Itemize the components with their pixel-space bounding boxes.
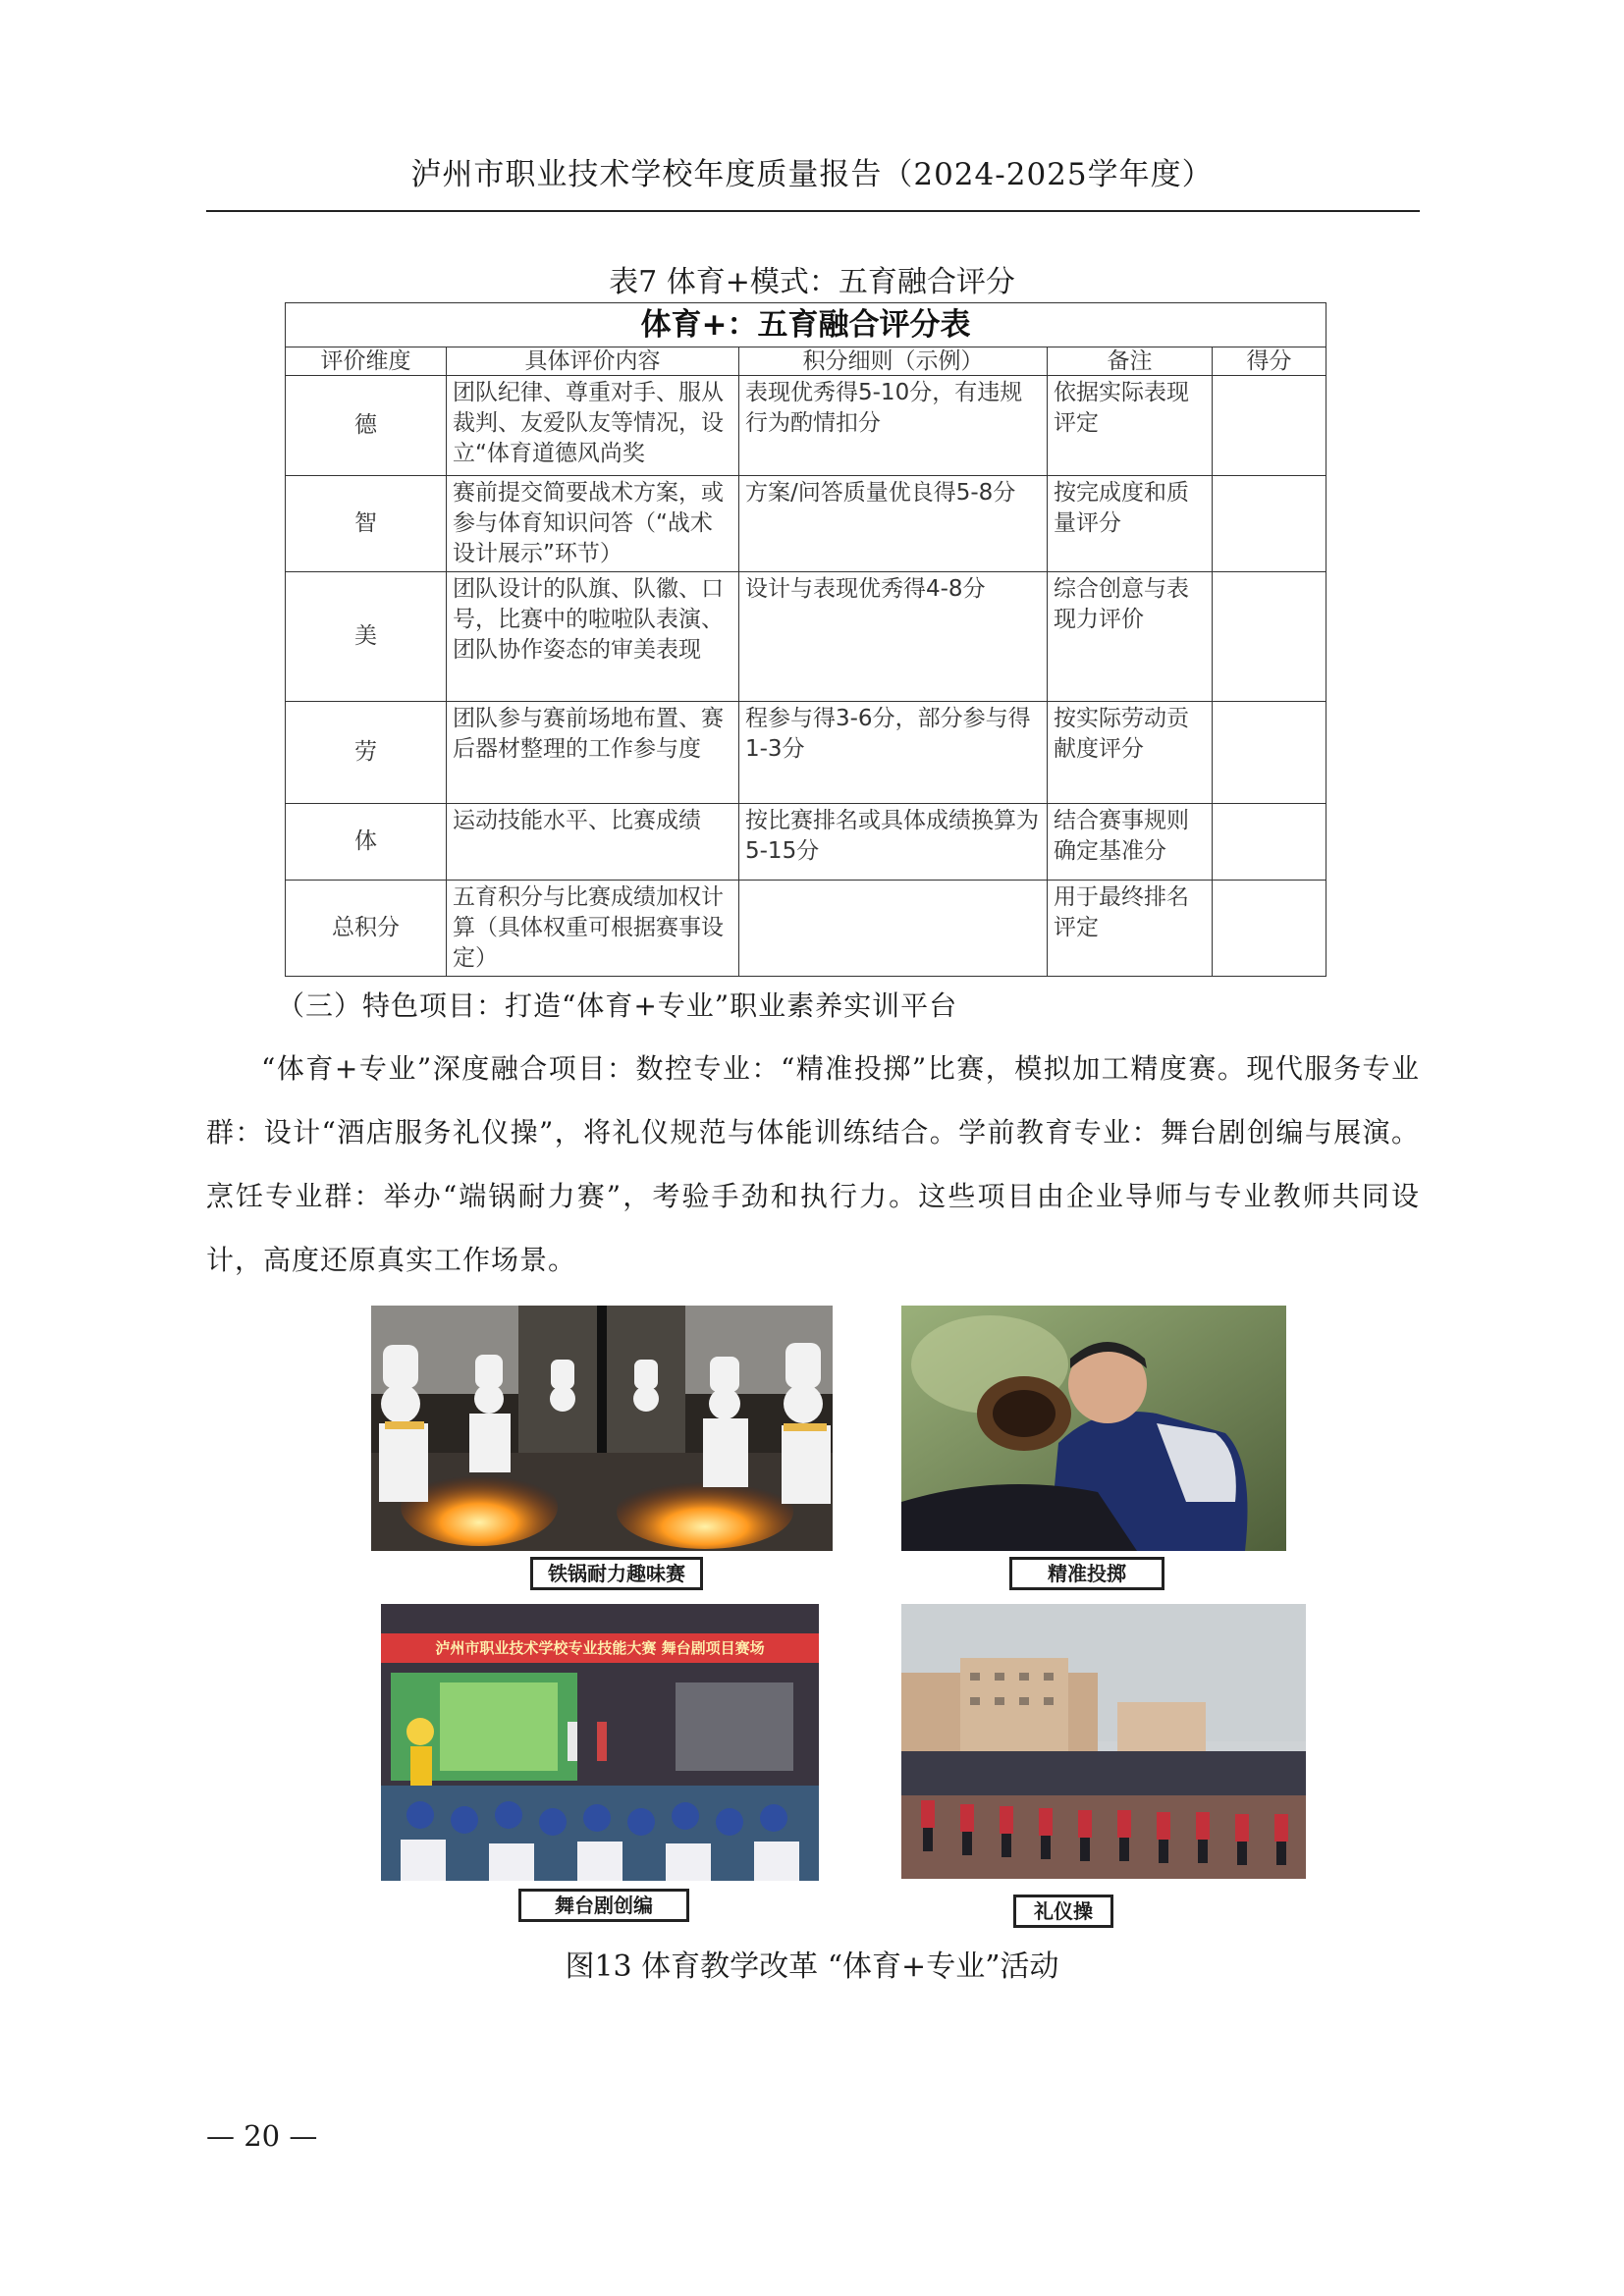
dimension-cell: 智 — [286, 476, 447, 572]
note-cell: 综合创意与表现力评价 — [1048, 572, 1213, 702]
rules-cell: 表现优秀得5-10分，有违规行为酌情扣分 — [739, 376, 1048, 476]
note-cell: 按实际劳动贡献度评分 — [1048, 702, 1213, 804]
table-row — [286, 476, 1326, 572]
score-cell — [1213, 376, 1326, 476]
wok-endurance-label: 铁锅耐力趣味赛 — [530, 1557, 703, 1590]
dimension-cell: 美 — [286, 572, 447, 702]
table-header-row — [286, 347, 1326, 376]
dimension-cell: 德 — [286, 376, 447, 476]
rules-cell: 程参与得3-6分，部分参与得1-3分 — [739, 702, 1048, 804]
body-paragraph: “体育+专业”深度融合项目：数控专业：“精准投掷”比赛，模拟加工精度赛。现代服务专业群：设计“酒店服务礼仪操”，将礼仪规范与体能训练结合。学前教育专业：舞台剧创编与展演。烹饪专业群：举办“端锅耐力赛”，考验手劲和执行力。这些项目由企业导师与专业教师共同设计，高度还原真实工作场景。 — [206, 1052, 1420, 1276]
dimension-cell: 体 — [286, 804, 447, 881]
rules-cell: 按比赛排名或具体成绩换算为5-15分 — [739, 804, 1048, 881]
precision-throw-photo — [901, 1306, 1286, 1551]
page-header-title: 泸州市职业技术学校年度质量报告（2024-2025学年度） — [410, 157, 1214, 192]
figure-caption: 图13 体育教学改革 “体育+专业”活动 — [565, 1949, 1059, 1984]
score-cell — [1213, 702, 1326, 804]
column-header: 备注 — [1048, 347, 1213, 376]
content-cell: 五育积分与比赛成绩加权计算（具体权重可根据赛事设定） — [447, 881, 739, 977]
content-cell: 团队设计的队旗、队徽、口号，比赛中的啦啦队表演、团队协作姿态的审美表现 — [447, 572, 739, 702]
score-cell — [1213, 572, 1326, 702]
stage-play-photo — [381, 1604, 819, 1881]
column-header: 积分细则（示例） — [739, 347, 1048, 376]
table-row — [286, 881, 1326, 977]
note-cell: 结合赛事规则确定基准分 — [1048, 804, 1213, 881]
wok-endurance-photo — [371, 1306, 833, 1551]
note-cell: 依据实际表现评定 — [1048, 376, 1213, 476]
content-cell: 运动技能水平、比赛成绩 — [447, 804, 739, 881]
evaluation-table — [285, 302, 1326, 977]
throwing-scene-image — [901, 1306, 1286, 1551]
etiquette-label: 礼仪操 — [1013, 1895, 1113, 1928]
table-row — [286, 376, 1326, 476]
dimension-cell: 总积分 — [286, 881, 447, 977]
content-cell: 团队纪律、尊重对手、服从裁判、友爱队友等情况，设立“体育道德风尚奖 — [447, 376, 739, 476]
section-heading: （三）特色项目：打造“体育+专业”职业素养实训平台 — [277, 989, 958, 1022]
header-divider — [206, 210, 1420, 212]
rules-cell: 方案/问答质量优良得5-8分 — [739, 476, 1048, 572]
column-header: 得分 — [1213, 347, 1326, 376]
score-cell — [1213, 804, 1326, 881]
column-header: 具体评价内容 — [447, 347, 739, 376]
table-title: 体育+：五育融合评分表 — [286, 303, 1326, 347]
table-row — [286, 572, 1326, 702]
column-header: 评价维度 — [286, 347, 447, 376]
page-number: — 20 — — [206, 2119, 318, 2153]
stage-play-label: 舞台剧创编 — [518, 1889, 689, 1922]
table-caption: 表7 体育+模式：五育融合评分 — [609, 265, 1015, 299]
kitchen-scene-image — [371, 1306, 833, 1551]
precision-throw-label: 精准投掷 — [1009, 1557, 1164, 1590]
etiquette-photo — [901, 1604, 1306, 1879]
etiquette-scene-image — [901, 1604, 1306, 1879]
table-row — [286, 804, 1326, 881]
table-title-row — [286, 303, 1326, 347]
stage-banner-text: 泸州市职业技术学校专业技能大赛 舞台剧项目赛场 — [435, 1639, 765, 1657]
content-cell: 赛前提交简要战术方案，或参与体育知识问答（“战术设计展示”环节） — [447, 476, 739, 572]
rules-cell: 设计与表现优秀得4-8分 — [739, 572, 1048, 702]
content-cell: 团队参与赛前场地布置、赛后器材整理的工作参与度 — [447, 702, 739, 804]
score-cell — [1213, 881, 1326, 977]
note-cell: 按完成度和质量评分 — [1048, 476, 1213, 572]
rules-cell — [739, 881, 1048, 977]
table-row — [286, 702, 1326, 804]
dimension-cell: 劳 — [286, 702, 447, 804]
score-cell — [1213, 476, 1326, 572]
note-cell: 用于最终排名评定 — [1048, 881, 1213, 977]
